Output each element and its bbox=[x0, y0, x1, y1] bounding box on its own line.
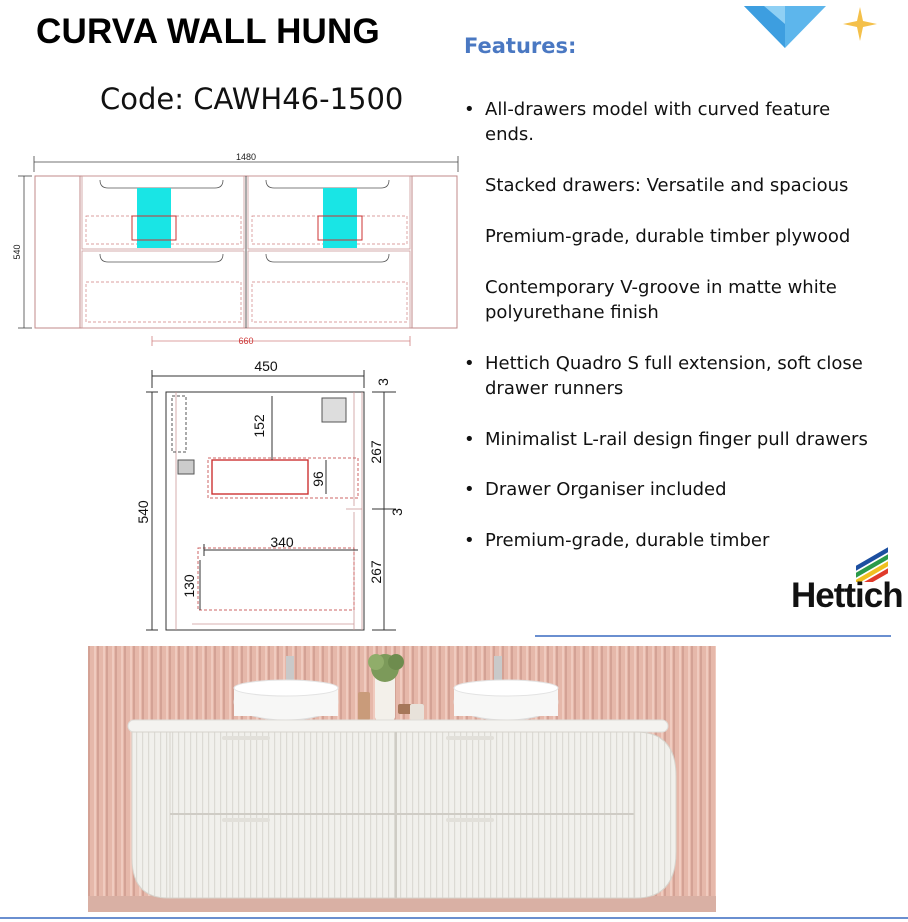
hettich-logo: Hettich bbox=[791, 576, 903, 615]
height-label: 540 bbox=[12, 244, 22, 260]
feature-line: Premium-grade, durable timber plywood bbox=[485, 226, 851, 247]
organiser-right bbox=[323, 188, 357, 248]
inner-height-label: 130 bbox=[181, 574, 197, 598]
organiser-height-label: 96 bbox=[310, 471, 326, 487]
feature-line: All-drawers model with curved feature bbox=[485, 99, 831, 120]
feature-item bbox=[464, 224, 884, 249]
top-clearance-label: 152 bbox=[251, 414, 267, 438]
diamond-icon bbox=[742, 4, 828, 50]
bottom-divider bbox=[0, 917, 908, 919]
feature-item bbox=[464, 173, 884, 198]
divider-line bbox=[535, 635, 891, 637]
drawer-height-bottom-label: 267 bbox=[368, 560, 384, 584]
feature-item bbox=[464, 97, 884, 147]
product-title: CURVA WALL HUNG bbox=[36, 12, 380, 51]
overall-width-label: 1480 bbox=[235, 152, 257, 162]
feature-line: Minimalist L-rail design finger pull drawers bbox=[485, 429, 868, 450]
side-section-drawing bbox=[132, 356, 412, 638]
feature-line: Stacked drawers: Versatile and spacious bbox=[485, 175, 849, 196]
feature-item bbox=[464, 351, 884, 401]
organiser-left bbox=[137, 188, 171, 248]
feature-line: drawer runners bbox=[485, 378, 624, 399]
feature-item bbox=[464, 477, 884, 502]
feature-line: polyurethane finish bbox=[485, 302, 659, 323]
gap-top-label: 3 bbox=[375, 378, 391, 386]
bullet-icon: • bbox=[464, 99, 475, 120]
inner-width-label: 340 bbox=[270, 534, 294, 550]
bullet-icon: • bbox=[464, 479, 475, 500]
product-photo bbox=[88, 646, 716, 912]
drawer-height-top-label: 267 bbox=[368, 440, 384, 464]
bullet-icon: • bbox=[464, 429, 475, 450]
features-heading: Features: bbox=[464, 34, 577, 58]
feature-line: Hettich Quadro S full extension, soft close bbox=[485, 353, 863, 374]
feature-item bbox=[464, 275, 884, 325]
feature-line: Drawer Organiser included bbox=[485, 479, 727, 500]
feature-line: ends. bbox=[485, 124, 535, 145]
front-elevation-drawing bbox=[10, 150, 470, 350]
side-height-label: 540 bbox=[135, 500, 151, 524]
feature-line: Contemporary V-groove in matte white bbox=[485, 277, 837, 298]
product-code: Code: CAWH46-1500 bbox=[100, 82, 404, 116]
bullet-icon: • bbox=[464, 530, 475, 551]
feature-item bbox=[464, 427, 884, 452]
gap-mid-label: 3 bbox=[389, 508, 405, 516]
feature-item bbox=[464, 528, 884, 553]
sparkle-icon bbox=[842, 6, 878, 42]
depth-label: 450 bbox=[254, 358, 278, 374]
feature-line: Premium-grade, durable timber bbox=[485, 530, 770, 551]
drawer-width-label: 660 bbox=[238, 336, 254, 346]
bullet-icon: • bbox=[464, 353, 475, 374]
